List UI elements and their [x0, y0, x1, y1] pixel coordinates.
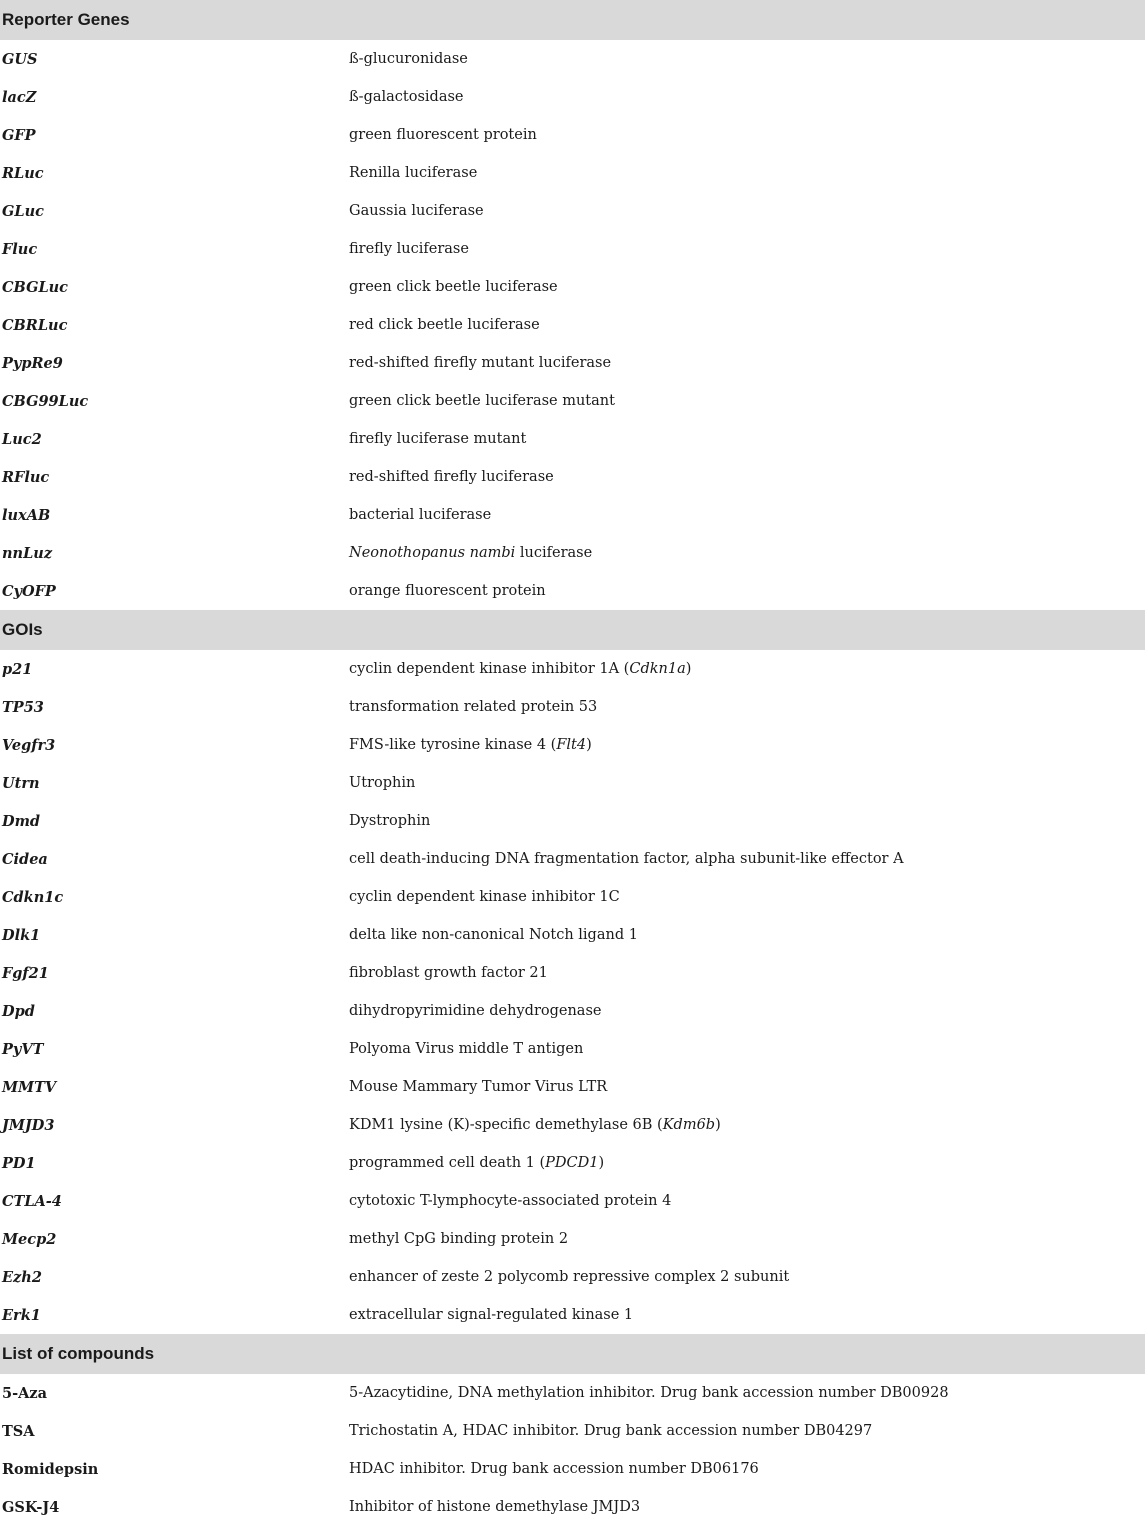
description-part: extracellular signal-regulated kinase 1: [349, 1307, 634, 1323]
table-row: [0, 1296, 1145, 1334]
description: [349, 51, 1145, 67]
gene-symbol: TP53: [2, 698, 44, 716]
description: [349, 165, 1145, 181]
description: [349, 1385, 1145, 1401]
table-row: [0, 1106, 1145, 1144]
description-part: dihydropyrimidine dehydrogenase: [349, 1003, 602, 1019]
section-header: GOIs: [0, 610, 1145, 650]
gene-symbol: CTLA-4: [2, 1192, 62, 1210]
gene-symbol: CBGLuc: [2, 278, 69, 296]
description-part: cyclin dependent kinase inhibitor 1C: [349, 889, 620, 905]
compound-name: GSK-J4: [2, 1498, 60, 1516]
table-row: [0, 1258, 1145, 1296]
table-row: [0, 688, 1145, 726]
description: [349, 1231, 1145, 1247]
description: [349, 279, 1145, 295]
description: [349, 699, 1145, 715]
table-row: [0, 992, 1145, 1030]
description: [349, 1461, 1145, 1477]
description: [349, 1499, 1145, 1515]
description-part: cyclin dependent kinase inhibitor 1A (: [349, 661, 630, 677]
table-row: [0, 1488, 1145, 1526]
gene-symbol: RLuc: [2, 164, 44, 182]
description-part: red click beetle luciferase: [349, 317, 540, 333]
gene-symbol: GLuc: [2, 202, 44, 220]
table-row: [0, 268, 1145, 306]
gene-symbol: Fluc: [2, 240, 38, 258]
table-row: [0, 802, 1145, 840]
description: [349, 737, 1145, 753]
description-part: orange fluorescent protein: [349, 583, 546, 599]
description-part: cytotoxic T-lymphocyte-associated protein 4: [349, 1193, 672, 1209]
description: [349, 317, 1145, 333]
description-part: green fluorescent protein: [349, 127, 537, 143]
compound-name: TSA: [2, 1422, 35, 1440]
description: [349, 1307, 1145, 1323]
description-part: Dystrophin: [349, 813, 431, 829]
gene-symbol: p21: [2, 660, 33, 678]
gene-symbol: Dlk1: [2, 926, 41, 944]
table-row: [0, 916, 1145, 954]
gene-symbol: PyVT: [2, 1040, 44, 1058]
table-row: [0, 534, 1145, 572]
description: [349, 1193, 1145, 1209]
description: [349, 355, 1145, 371]
table-row: [0, 496, 1145, 534]
section-header: List of compounds: [0, 1334, 1145, 1374]
description-part: Polyoma Virus middle T antigen: [349, 1041, 584, 1057]
description-italic-part: Flt4: [556, 737, 587, 753]
description: [349, 431, 1145, 447]
table-row: [0, 1450, 1145, 1488]
description: [349, 851, 1145, 867]
description: [349, 1423, 1145, 1439]
description-part: firefly luciferase mutant: [349, 431, 527, 447]
section-header: Reporter Genes: [0, 0, 1145, 40]
description-italic-part: Kdm6b: [662, 1117, 716, 1133]
gene-symbol: CBG99Luc: [2, 392, 89, 410]
description-part: bacterial luciferase: [349, 507, 492, 523]
table-row: [0, 458, 1145, 496]
gene-symbol: lacZ: [2, 88, 37, 106]
description-part: fibroblast growth factor 21: [349, 965, 548, 981]
description: [349, 89, 1145, 105]
description-part: enhancer of zeste 2 polycomb repressive complex 2 subunit: [349, 1269, 790, 1285]
table-row: [0, 840, 1145, 878]
table-row: [0, 726, 1145, 764]
description-part: transformation related protein 53: [349, 699, 598, 715]
description-part: ): [586, 737, 592, 753]
table-row: [0, 1182, 1145, 1220]
description-part: Gaussia luciferase: [349, 203, 484, 219]
description: [349, 775, 1145, 791]
gene-symbol: Luc2: [2, 430, 42, 448]
description: [349, 927, 1145, 943]
gene-symbol: GFP: [2, 126, 36, 144]
table-row: [0, 382, 1145, 420]
description: [349, 889, 1145, 905]
description-italic-part: Cdkn1a: [629, 661, 686, 677]
table-row: [0, 764, 1145, 802]
gene-symbol: CyOFP: [2, 582, 56, 600]
description: [349, 583, 1145, 599]
table-row: [0, 1068, 1145, 1106]
table-row: [0, 1220, 1145, 1258]
description: [349, 507, 1145, 523]
description: [349, 1041, 1145, 1057]
description-part: Inhibitor of histone demethylase JMJD3: [349, 1499, 641, 1515]
description-part: luciferase: [515, 545, 593, 561]
description-part: red-shifted firefly mutant luciferase: [349, 355, 612, 371]
gene-symbol: PypRe9: [2, 354, 63, 372]
description-part: 5-Azacytidine, DNA methylation inhibitor. Drug bank accession number DB00928: [349, 1385, 949, 1401]
description-part: ): [685, 661, 692, 677]
table-row: [0, 954, 1145, 992]
description: [349, 241, 1145, 257]
gene-symbol: Dmd: [2, 812, 41, 830]
table-row: [0, 78, 1145, 116]
gene-symbol: Ezh2: [2, 1268, 42, 1286]
gene-symbol: Utrn: [2, 774, 40, 792]
description-part: methyl CpG binding protein 2: [349, 1231, 569, 1247]
gene-symbol: PD1: [2, 1154, 36, 1172]
table-row: [0, 1412, 1145, 1450]
gene-symbol: Mecp2: [2, 1230, 57, 1248]
description-part: Trichostatin A, HDAC inhibitor. Drug bank accession number DB04297: [349, 1423, 873, 1439]
gene-symbol: Cdkn1c: [2, 888, 64, 906]
table-row: [0, 420, 1145, 458]
table-row: [0, 878, 1145, 916]
table-row: [0, 306, 1145, 344]
gene-symbol: Dpd: [2, 1002, 35, 1020]
description: [349, 1003, 1145, 1019]
description-part: green click beetle luciferase: [349, 279, 558, 295]
table-row: [0, 572, 1145, 610]
gene-symbol: MMTV: [2, 1078, 57, 1096]
table-row: [0, 344, 1145, 382]
description-part: Renilla luciferase: [349, 165, 478, 181]
description: [349, 545, 1145, 561]
description: [349, 965, 1145, 981]
description-part: cell death-inducing DNA fragmentation factor, alpha subunit-like effector A: [349, 851, 904, 867]
description-part: ß-glucuronidase: [349, 51, 468, 67]
description-part: programmed cell death 1 (: [349, 1155, 546, 1171]
description-part: red-shifted firefly luciferase: [349, 469, 554, 485]
description-part: Mouse Mammary Tumor Virus LTR: [349, 1079, 608, 1095]
description: [349, 1269, 1145, 1285]
gene-symbol: nnLuz: [2, 544, 53, 562]
description: [349, 393, 1145, 409]
description-italic-part: PDCD1: [545, 1155, 599, 1171]
gene-symbol: GUS: [2, 50, 38, 68]
description: [349, 1117, 1145, 1133]
description-part: HDAC inhibitor. Drug bank accession number DB06176: [349, 1461, 759, 1477]
description-part: ): [715, 1117, 721, 1133]
description: [349, 661, 1145, 677]
compound-name: 5-Aza: [2, 1384, 47, 1402]
description-part: firefly luciferase: [349, 241, 469, 257]
description: [349, 469, 1145, 485]
table-row: [0, 192, 1145, 230]
table-row: [0, 1144, 1145, 1182]
table-row: [0, 116, 1145, 154]
description-part: delta like non-canonical Notch ligand 1: [349, 927, 638, 943]
gene-symbol: JMJD3: [2, 1116, 55, 1134]
table-row: [0, 154, 1145, 192]
description-part: FMS-like tyrosine kinase 4 (: [349, 737, 557, 753]
table-row: [0, 650, 1145, 688]
gene-symbol: luxAB: [2, 506, 51, 524]
description-italic-part: Neonothopanus nambi: [349, 545, 516, 561]
description: [349, 127, 1145, 143]
gene-symbol: Cidea: [2, 850, 48, 868]
table-row: [0, 230, 1145, 268]
description-part: ß-galactosidase: [349, 89, 464, 105]
description-part: ): [598, 1155, 605, 1171]
description: [349, 1079, 1145, 1095]
description-part: green click beetle luciferase mutant: [349, 393, 615, 409]
gene-symbol: Erk1: [2, 1306, 41, 1324]
table-row: [0, 1374, 1145, 1412]
table-row: [0, 40, 1145, 78]
gene-symbol: Vegfr3: [2, 736, 56, 754]
description-part: KDM1 lysine (K)-specific demethylase 6B (: [349, 1117, 663, 1133]
table-row: [0, 1030, 1145, 1068]
description: [349, 203, 1145, 219]
gene-symbol: RFluc: [2, 468, 50, 486]
description-part: Utrophin: [349, 775, 416, 791]
compound-name: Romidepsin: [2, 1460, 99, 1478]
gene-symbol: Fgf21: [2, 964, 49, 982]
gene-symbol: CBRLuc: [2, 316, 68, 334]
description: [349, 813, 1145, 829]
description: [349, 1155, 1145, 1171]
